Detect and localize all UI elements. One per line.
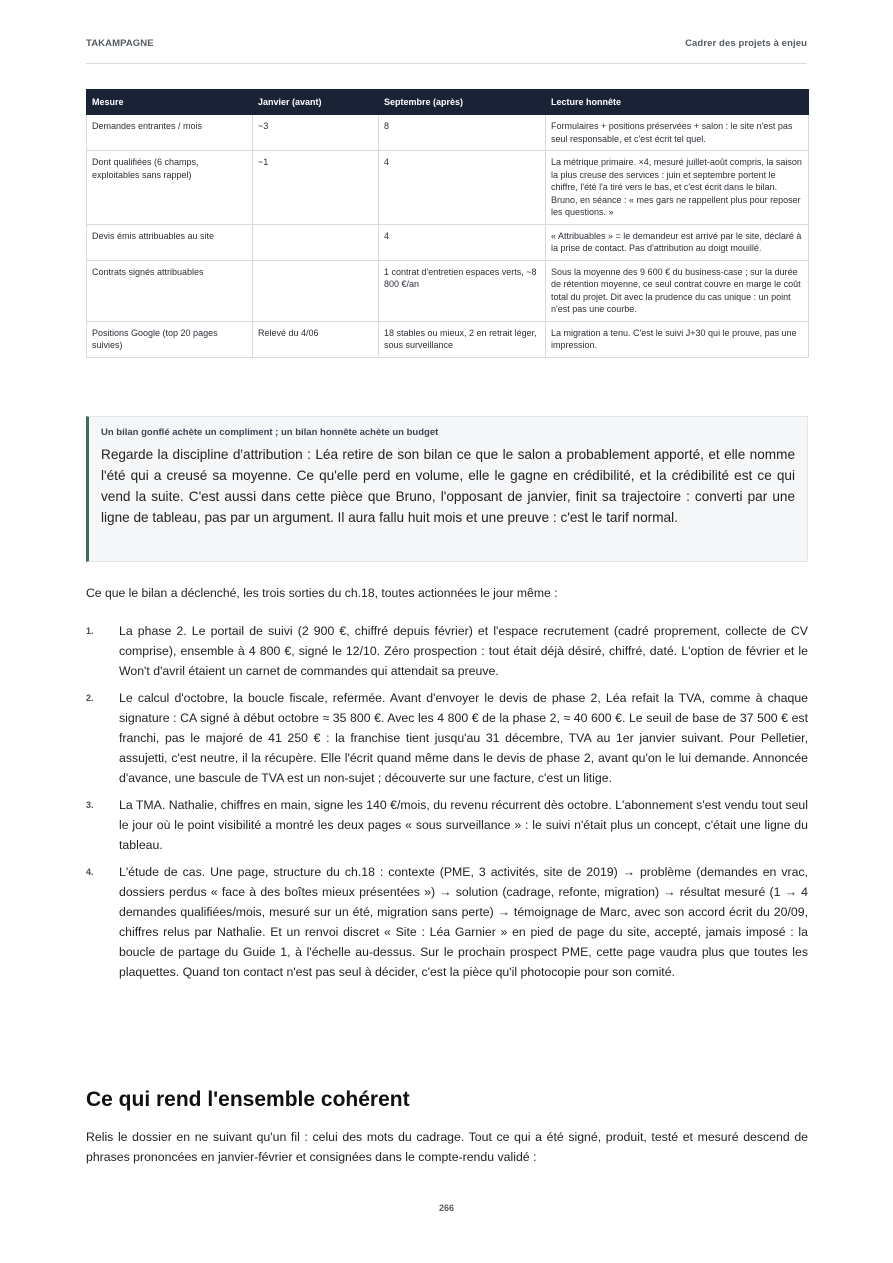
page-header: [86, 38, 807, 64]
table-cell: Positions Google (top 20 pages suivies): [87, 321, 253, 357]
list-number: 3.: [86, 800, 94, 810]
list-number: 1.: [86, 626, 94, 636]
table-cell: 4: [379, 151, 546, 225]
list-item: [86, 621, 808, 681]
table-cell: 8: [379, 115, 546, 151]
table-cell: ~1: [253, 151, 379, 225]
column-header: Janvier (avant): [253, 90, 379, 115]
table-cell: Contrats signés attribuables: [87, 260, 253, 321]
table-cell: 18 stables ou mieux, 2 en retrait léger, sous surveillance: [379, 321, 546, 357]
list-item-text: L'étude de cas. Une page, structure du ch.18 : contexte (PME, 3 activités, site de 2019) → problème (demandes en vrac, dossiers perdus « face à des boîtes mieux présentées ») → solution (cadrage, refonte, migration) → résultat mesuré (1 → 4 demandes qualifiées/mois, mesuré sur un été, migration sans perte) → témoignage de Marc, avec son accord écrit du 20/09, chiffres relus par Nathalie. Et un renvoi discret « Site : Léa Garnier » en pied de page du site, accepté, jamais imposé : la boucle de partage du Guide 1, à l'échelle au-dessus. Sur le prochain prospect PME, cette page vaudra plus que toutes les plaquettes. Quand ton contact n'est pas seul à décider, c'est la pièce qu'il photocopie pour son comité.: [119, 865, 808, 979]
table-cell: Demandes entrantes / mois: [87, 115, 253, 151]
list-item: [86, 795, 808, 855]
page-number: 266: [438, 1203, 455, 1213]
table-row: [87, 260, 809, 321]
list-number: 2.: [86, 693, 94, 703]
header-chapter-title: Cadrer des projets à enjeu: [685, 38, 807, 49]
column-header: Lecture honnête: [546, 90, 809, 115]
results-table: [86, 89, 809, 358]
table-row: [87, 151, 809, 225]
list-item: [86, 688, 808, 788]
header-book-title: TAKAMPAGNE: [86, 38, 154, 49]
table-row: [87, 224, 809, 260]
table-header-row: [87, 90, 809, 115]
table-cell: La métrique primaire. ×4, mesuré juillet-août compris, la saison la plus creuse des services : juin et septembre portent le chiffre, l'été l'a tiré vers le bas, et c'est écrit dans le bilan. Bruno, en séance : « mes gars ne rappellent plus pour reposer les questions. »: [546, 151, 809, 225]
table-cell: 4: [379, 224, 546, 260]
table-row: [87, 115, 809, 151]
section-heading: Ce qui rend l'ensemble cohérent: [86, 1088, 410, 1111]
table-cell: ~3: [253, 115, 379, 151]
table-cell: La migration a tenu. C'est le suivi J+30 qui le prouve, pas une impression.: [546, 321, 809, 357]
list-item-text: La TMA. Nathalie, chiffres en main, signe les 140 €/mois, du revenu récurrent dès octobre. L'abonnement s'est vendu tout seul le jour où le point visibilité a montré les deux pages « sous surveillance » : le suivi n'était plus un concept, c'était une ligne du tableau.: [119, 798, 808, 852]
table-cell: Sous la moyenne des 9 600 € du business-case ; sur la durée de rétention moyenne, ce seul contrat couvre en marge le coût total du projet. Dit avec la prudence du cas unique : un point n'est pas une courbe.: [546, 260, 809, 321]
table-cell: [253, 260, 379, 321]
table-cell: « Attribuables » = le demandeur est arrivé par le site, déclaré à la prise de contact. Pas d'attribution au doigt mouillé.: [546, 224, 809, 260]
list-number: 4.: [86, 867, 94, 877]
column-header: Septembre (après): [379, 90, 546, 115]
table-row: [87, 321, 809, 357]
list-item-text: La phase 2. Le portail de suivi (2 900 €, chiffré depuis février) et l'espace recrutement (cadré proprement, collecte de CV comprise), ensemble à 4 800 €, signé le 12/10. Zéro prospection : tout était déjà désiré, chiffré, daté. L'option de février et le Won't d'avril étaient un carnet de commandes qui attendait sa preuve.: [119, 624, 808, 678]
list-item-text: Le calcul d'octobre, la boucle fiscale, refermée. Avant d'envoyer le devis de phase 2, Léa refait la TVA, comme à chaque signature : CA signé à début octobre ≈ 35 800 €. Avec les 4 800 € de la phase 2, ≈ 40 600 €. Le seuil de base de 37 500 € est franchi, pas le majoré de 41 250 € : la franchise tient jusqu'au 31 décembre, TVA au 1er janvier suivant. Pour Pelletier, assujetti, c'est neutre, il la récupère. Elle l'écrit quand même dans le devis de phase 2, avant qu'on le lui demande. Annoncée d'avance, une bascule de TVA est un non-sujet ; découverte sur une facture, c'est un litige.: [119, 691, 808, 785]
column-header: Mesure: [87, 90, 253, 115]
numbered-list: [86, 621, 808, 989]
table-cell: Devis émis attribuables au site: [87, 224, 253, 260]
callout-body: Regarde la discipline d'attribution : Léa retire de son bilan ce que le salon a probablement apporté, et elle nomme l'été qui a creusé sa moyenne. Ce qu'elle perd en volume, elle le gagne en crédibilité, et la crédibilité est ce qui vend la suite. C'est aussi dans cette pièce que Bruno, l'opposant de janvier, finit sa trajectoire : converti par une ligne de tableau, pas par un argument. Il aura fallu huit mois et une preuve : c'est le tarif normal.: [101, 447, 795, 525]
list-item: [86, 862, 808, 982]
intro-paragraph: Ce que le bilan a déclenché, les trois sorties du ch.18, toutes actionnées le jour même :: [86, 586, 558, 600]
table-cell: Formulaires + positions préservées + salon : le site n'est pas seul responsable, et c'est écrit tel quel.: [546, 115, 809, 151]
table-cell: Dont qualifiées (6 champs, exploitables sans rappel): [87, 151, 253, 225]
table-cell: 1 contrat d'entretien espaces verts, ~8 800 €/an: [379, 260, 546, 321]
closing-paragraph: Relis le dossier en ne suivant qu'un fil : celui des mots du cadrage. Tout ce qui a été signé, produit, testé et mesuré descend de phrases prononcées en janvier-février et consignées dans le compte-rendu validé :: [86, 1130, 808, 1164]
table-cell: [253, 224, 379, 260]
callout-title: Un bilan gonflé achète un compliment ; un bilan honnête achète un budget: [101, 427, 439, 438]
callout-box: [86, 416, 808, 562]
table-cell: Relevé du 4/06: [253, 321, 379, 357]
